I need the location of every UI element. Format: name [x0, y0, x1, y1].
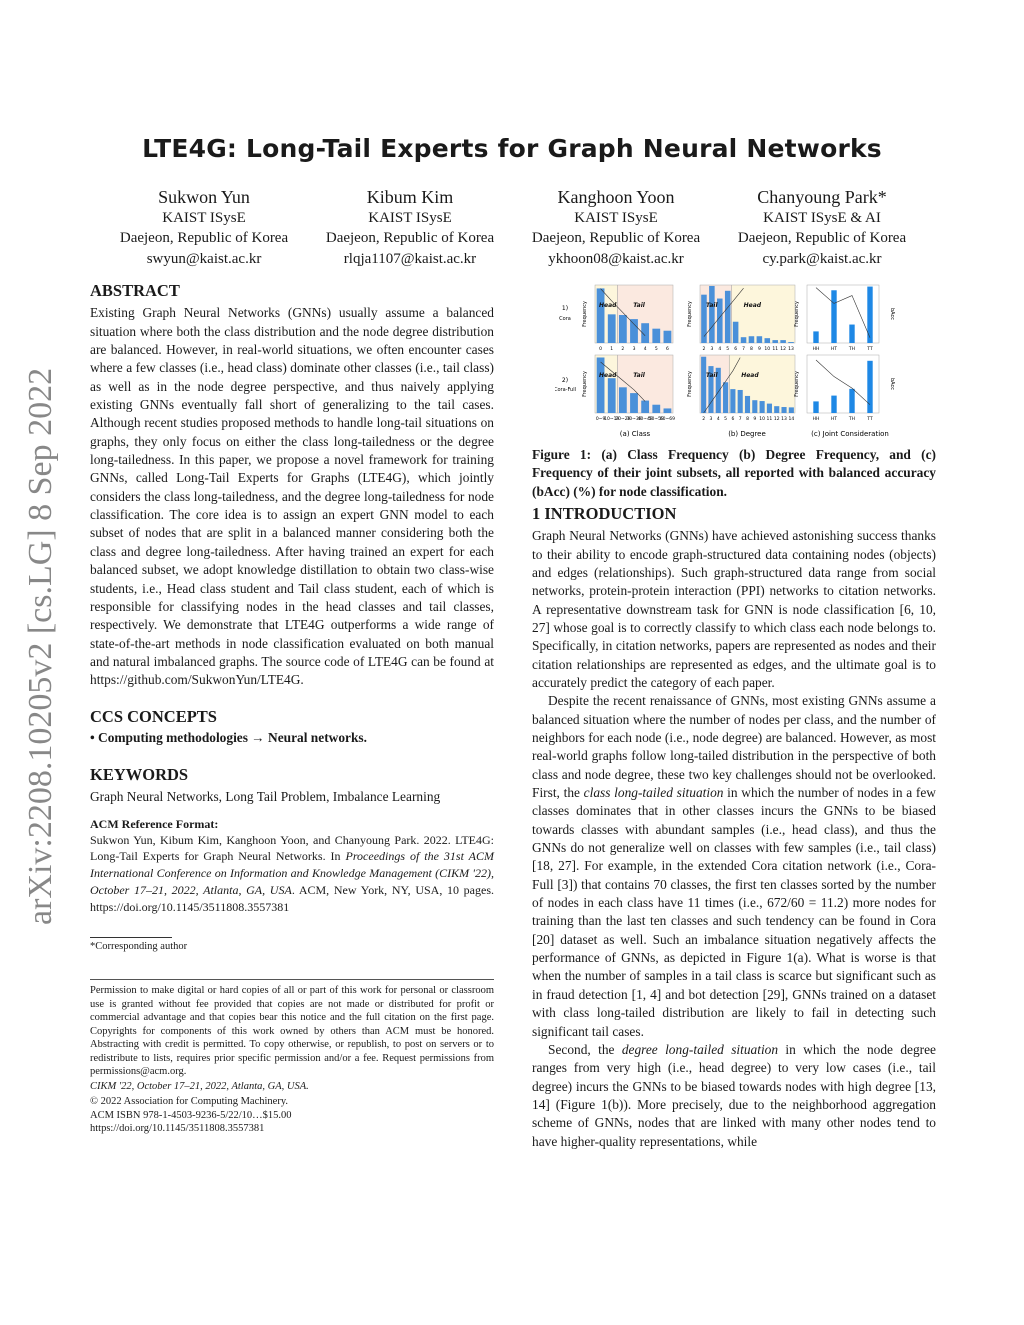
subfigure-label: (b) Degree [728, 430, 766, 438]
tick-label: 4 [643, 347, 647, 352]
y-axis-label: Frequency [687, 301, 693, 327]
intro-paragraph-2 [532, 692, 936, 1041]
text: Second, the [548, 1041, 622, 1057]
bar [652, 329, 660, 343]
author-affiliation: KAIST ISysE & AI [763, 209, 881, 226]
tick-label: 6 [734, 347, 738, 352]
tick-label: 2 [621, 347, 625, 352]
tick-label: 40~49 [637, 417, 653, 422]
author-name: Chanyoung Park* [757, 187, 887, 207]
tick-label: 12 [773, 417, 780, 422]
bar [597, 288, 605, 343]
tick-label: 13 [781, 417, 787, 422]
tick-label: 4 [716, 417, 720, 422]
figure-1-svg [555, 280, 905, 442]
tick-label: HH [812, 417, 820, 422]
tick-label: 0 [599, 347, 603, 352]
y-axis-label: Frequency [794, 371, 800, 397]
bar [752, 400, 757, 413]
tick-label: 60~69 [659, 417, 676, 422]
tick-label: 3 [709, 417, 713, 422]
emphasis: class long-tailed situation [583, 785, 724, 801]
tail-label: Tail [706, 302, 718, 309]
tick-label: 5 [654, 347, 658, 352]
tick-label: 10 [764, 347, 771, 352]
doi-line: https://doi.org/10.1145/3511808.3557381 [90, 1123, 265, 1135]
bar [749, 336, 755, 343]
tail-label: Tail [633, 372, 645, 379]
author-location: Daejeon, Republic of Korea [325, 230, 495, 246]
acm-ref-venue: Proceedings of the 31st ACM International Conference on Information and Knowledge Management (CIKM '22), October 17–21, 2022, Atlanta, GA, USA [90, 849, 494, 897]
tick-label: 7 [738, 417, 742, 422]
tick-label: 9 [753, 417, 757, 422]
head-label: Head [743, 302, 762, 309]
y2-axis-label: bAcc [889, 377, 895, 391]
tick-label: TT [867, 417, 873, 422]
tick-label: 11 [772, 347, 779, 352]
bar [745, 396, 750, 413]
tick-label: 0~9 [595, 417, 606, 422]
text: in which the node degree ranges from very high (i.e., head degree) to very low cases (i.e., tail degree) incurs the GNNs to be biased towards nodes with high degree [13, 14] (Figure 1(b)). More precisely, due to the neighborhood aggregation scheme of GNNs, nodes that are linked with many other nodes tend to have higher-quality representations, while [532, 1041, 936, 1149]
abstract-heading: ABSTRACT [90, 281, 180, 300]
tick-label: 10~19 [604, 417, 620, 422]
footnote: *Corresponding author [90, 940, 188, 952]
paper-title: LTE4G: Long-Tail Experts for Graph Neural Networks [142, 134, 882, 163]
bar [733, 322, 739, 343]
bacc-line [816, 288, 870, 338]
tick-label: 6 [731, 417, 735, 422]
tick-label: 30~39 [626, 417, 642, 422]
tick-label: 6 [665, 347, 669, 352]
abstract-text: Existing Graph Neural Networks (GNNs) usually assume a balanced situation where both the class distribution and the node degree distribution are balanced. However, in real-world situations, we often encounter cases where a few classes (i.e., head class) dominate other classes (i.e., tail class) as well as in the node degree perspective, and thus naively applying existing GNNs eventually fall short of generalizing to the tail cases. Although recent studies proposed methods to handle long-tail situations on graphs, they only focus on either the class long-tailedness or the degree long-tailedness. In this paper, we propose a novel framework for training GNNs, called Long-Tail Experts for Graphs (LTE4G), which jointly considers the class long-tailedness, and the degree long-tailedness for node classification. The core idea is to assign an expert GNN model to each subset of nodes that are split in a balanced manner considering both the class and degree long-tailedness. After having trained an expert for each balanced subset, we adopt knowledge distillation to obtain two class-wise students, i.e., Head class student and Tail class student, each of which is responsible for classifying nodes in the head classes and tail classes, respectively. We demonstrate that LTE4G outperforms a wide range of state-of-the-art methods in node classification evaluated on both manual and natural imbalanced graphs. The source code of LTE4G can be found at https://github.com/SukwonYun/LTE4G. [90, 305, 494, 688]
bar [813, 401, 818, 413]
acm-ref-pre: Sukwon Yun, Kibum Kim, Kanghoon Yoon, and Chanyoung Park. 2022. LTE4G: Long-Tail Experts for Graph Neural Networks. In [90, 832, 494, 864]
bar [652, 405, 660, 413]
text: Despite the recent renaissance of GNNs, most existing GNNs assume a balanced situation where the number of nodes per class, and the number of neighbors for each node (i.e., node degree) are balanced. However, as most real-world graphs follow long-tailed distribution in the perspective of both class and node degree, these two key challenges should not be overlooked. First, the [532, 693, 936, 801]
bar [664, 331, 672, 343]
tick-label: 5 [726, 347, 730, 352]
subfigure-label: (c) Joint Consideration [811, 430, 889, 438]
bar [641, 401, 649, 413]
bar [608, 314, 616, 343]
bar [780, 340, 786, 343]
author-affiliation: KAIST ISysE [574, 209, 658, 226]
bar [717, 299, 723, 343]
tick-label: 8 [750, 347, 753, 352]
author-email: swyun@kaist.ac.kr [146, 250, 262, 267]
bar [789, 407, 794, 413]
tick-label: 14 [788, 417, 795, 422]
tail-label: Tail [633, 302, 645, 309]
author-name: Kanghoon Yoon [557, 187, 675, 207]
head-region [732, 285, 795, 343]
bar [630, 319, 638, 343]
author-1 [99, 187, 309, 269]
acm-ref-heading: ACM Reference Format: [90, 816, 219, 831]
author-3 [511, 187, 721, 269]
row-label: 2) [561, 377, 569, 384]
right-column [532, 446, 936, 1151]
tick-label: TT [867, 347, 873, 352]
ccs-heading: CCS CONCEPTS [90, 706, 217, 726]
bacc-line [816, 360, 870, 405]
bar [772, 340, 778, 343]
tick-label: TH [848, 417, 856, 422]
bar [738, 390, 743, 413]
tick-label: 50~59 [648, 417, 664, 422]
tick-label: 7 [742, 347, 745, 352]
tick-label: 13 [788, 347, 794, 352]
bar [849, 389, 854, 413]
bar [781, 407, 786, 413]
tick-label: 5 [724, 417, 728, 422]
author-location: Daejeon, Republic of Korea [531, 230, 701, 246]
bar [664, 408, 672, 413]
bar [867, 287, 872, 343]
y-axis-label: Frequency [582, 301, 588, 327]
author-location: Daejeon, Republic of Korea [119, 230, 289, 246]
head-label: Head [599, 372, 617, 379]
copyright-line: © 2022 Association for Computing Machinery. [90, 1096, 289, 1108]
bar [723, 382, 728, 413]
author-affiliation: KAIST ISysE [162, 209, 246, 226]
author-email: ykhoon08@kaist.ac.kr [548, 250, 684, 267]
tick-label: 8 [746, 417, 749, 422]
bar [813, 331, 818, 343]
author-name: Sukwon Yun [158, 187, 250, 207]
tick-label: 3 [710, 347, 714, 352]
author-email: rlqja1107@kaist.ac.kr [343, 250, 477, 267]
bar [597, 357, 605, 413]
keywords-heading: KEYWORDS [90, 765, 189, 785]
tick-label: 9 [757, 347, 761, 352]
bar [709, 286, 715, 343]
intro-heading: 1 INTRODUCTION [532, 503, 677, 523]
text: in which the number of nodes in a few classes dominates that in other classes incurs the GNNs to be biased towards classes with abundant samples (i.e., head class), and thus the GNNs do not generalize well on classes with few samples (i.e., tail class) [18, 27]. For example, in the extended Cora citation network (i.e., Cora-Full [3]) that contains 70 classes, the first ten classes sorted by the number of nodes in each class have 11 times (i.e., 672/60 = 11.2) more nodes for training than the last ten classes and such tendency can be found in Cora [20] dataset as well. Such an imbalance situation negatively affects the performance of GNNs, as depicted in Figure 1(a). What is worse is that when the number of samples in a tail class is scarce but significant such as in fraud detection [1, 4] and bot detection [29], GNNs trained on a dataset with class long-tailed distribution are likely to fail in detecting such significant tail cases. [532, 785, 936, 1039]
bar [767, 404, 772, 413]
bar [788, 342, 794, 343]
head-label: Head [741, 372, 759, 379]
row-label: 1) [561, 305, 569, 312]
tick-label: 3 [632, 347, 636, 352]
tick-label: TH [848, 347, 856, 352]
permission-text: Permission to make digital or hard copies of all or part of this work for personal or classroom use is granted without fee provided that copies are not made or distributed for profit or commercial advantage and that copies bear this notice and the full citation on the first page. Copyrights for components of this work owned by others than ACM must be honored. Abstracting with credit is permitted. To copy otherwise, or republish, to post on servers or to redistribute to lists, requires prior specific permission and/or a fee. Request permissions from permissions@acm.org. [90, 985, 494, 1078]
bar [701, 357, 706, 413]
head-label: Head [599, 302, 617, 309]
author-location: Daejeon, Republic of Korea [737, 230, 907, 246]
bar [757, 336, 763, 343]
figure-1 [555, 280, 905, 442]
y-axis-label: Frequency [687, 371, 693, 397]
permission-rule [90, 979, 494, 980]
tick-label: 1 [610, 347, 614, 352]
bar [730, 389, 735, 413]
row-label: Cora [559, 316, 571, 322]
tick-label: HH [812, 347, 820, 352]
tick-label: 11 [766, 417, 773, 422]
tail-label: Tail [706, 372, 718, 379]
bar [765, 338, 771, 343]
tick-label: HT [830, 417, 838, 422]
left-column [90, 282, 494, 1136]
footnote-rule [90, 937, 172, 938]
author-name: Kibum Kim [366, 187, 454, 207]
tick-label: 2 [702, 347, 706, 352]
bar [608, 378, 616, 413]
tick-label: 10 [759, 417, 765, 422]
tick-label: 4 [718, 347, 722, 352]
ccs-text: • Computing methodologies → Neural networks. [90, 729, 367, 745]
tick-label: 20~29 [615, 417, 631, 422]
keywords-text: Graph Neural Networks, Long Tail Problem, Imbalance Learning [90, 788, 441, 804]
bar [619, 315, 627, 343]
intro-paragraph-1: Graph Neural Networks (GNNs) have achieved astonishing success thanks to their ability to encode graph-structured data containing nodes (objects) and edges (relationships). Such graph-structured data range from social networks, protein-protein interaction (PPI) networks to citation networks. A representative downstream task for GNN is node classification [6, 10, 27] whose goal is to correctly classify to which class each node belongs to. Specifically, in citation networks, papers are represented as nodes and their citation relationships are represented as edges, and the ultimate goal is to accurately predict the category of each paper. [532, 528, 936, 690]
y2-axis-label: bAcc [889, 307, 895, 321]
emphasis: degree long-tailed situation [621, 1041, 779, 1057]
intro-paragraph-3 [532, 1041, 936, 1151]
figure-caption: Figure 1: (a) Class Frequency (b) Degree Frequency, and (c) Frequency of their joint subsets, all reported with balanced accuracy (bAcc) (%) for node classification. [532, 447, 936, 499]
bar [725, 291, 731, 343]
acm-ref-post: . ACM, New York, NY, USA, 10 pages. https://doi.org/10.1145/3511808.3557381 [90, 882, 494, 914]
subfigure-label: (a) Class [619, 430, 651, 438]
bar [619, 387, 627, 413]
arxiv-stamp: arXiv:2208.10205v2 [cs.LG] 8 Sep 2022 [22, 367, 59, 925]
bar [867, 361, 872, 413]
author-email: cy.park@kaist.ac.kr [762, 250, 882, 267]
isbn-line: ACM ISBN 978-1-4503-9236-5/22/10…$15.00 [90, 1109, 292, 1121]
author-2 [305, 187, 515, 269]
bar [741, 337, 747, 343]
tick-label: 2 [702, 417, 706, 422]
author-affiliation: KAIST ISysE [368, 209, 452, 226]
bar [849, 325, 854, 343]
bar [760, 401, 765, 413]
conference-line: CIKM '22, October 17–21, 2022, Atlanta, GA, USA. [90, 1080, 309, 1092]
bar [630, 393, 638, 413]
author-4 [717, 187, 927, 269]
bar [831, 290, 836, 343]
acm-ref-text [90, 832, 494, 916]
row-label: Cora-Full [555, 387, 577, 393]
tick-label: HT [830, 347, 838, 352]
bar [774, 406, 779, 413]
tick-label: 12 [780, 347, 786, 352]
y-axis-label: Frequency [582, 371, 588, 397]
bar [831, 396, 836, 413]
y-axis-label: Frequency [794, 301, 800, 327]
